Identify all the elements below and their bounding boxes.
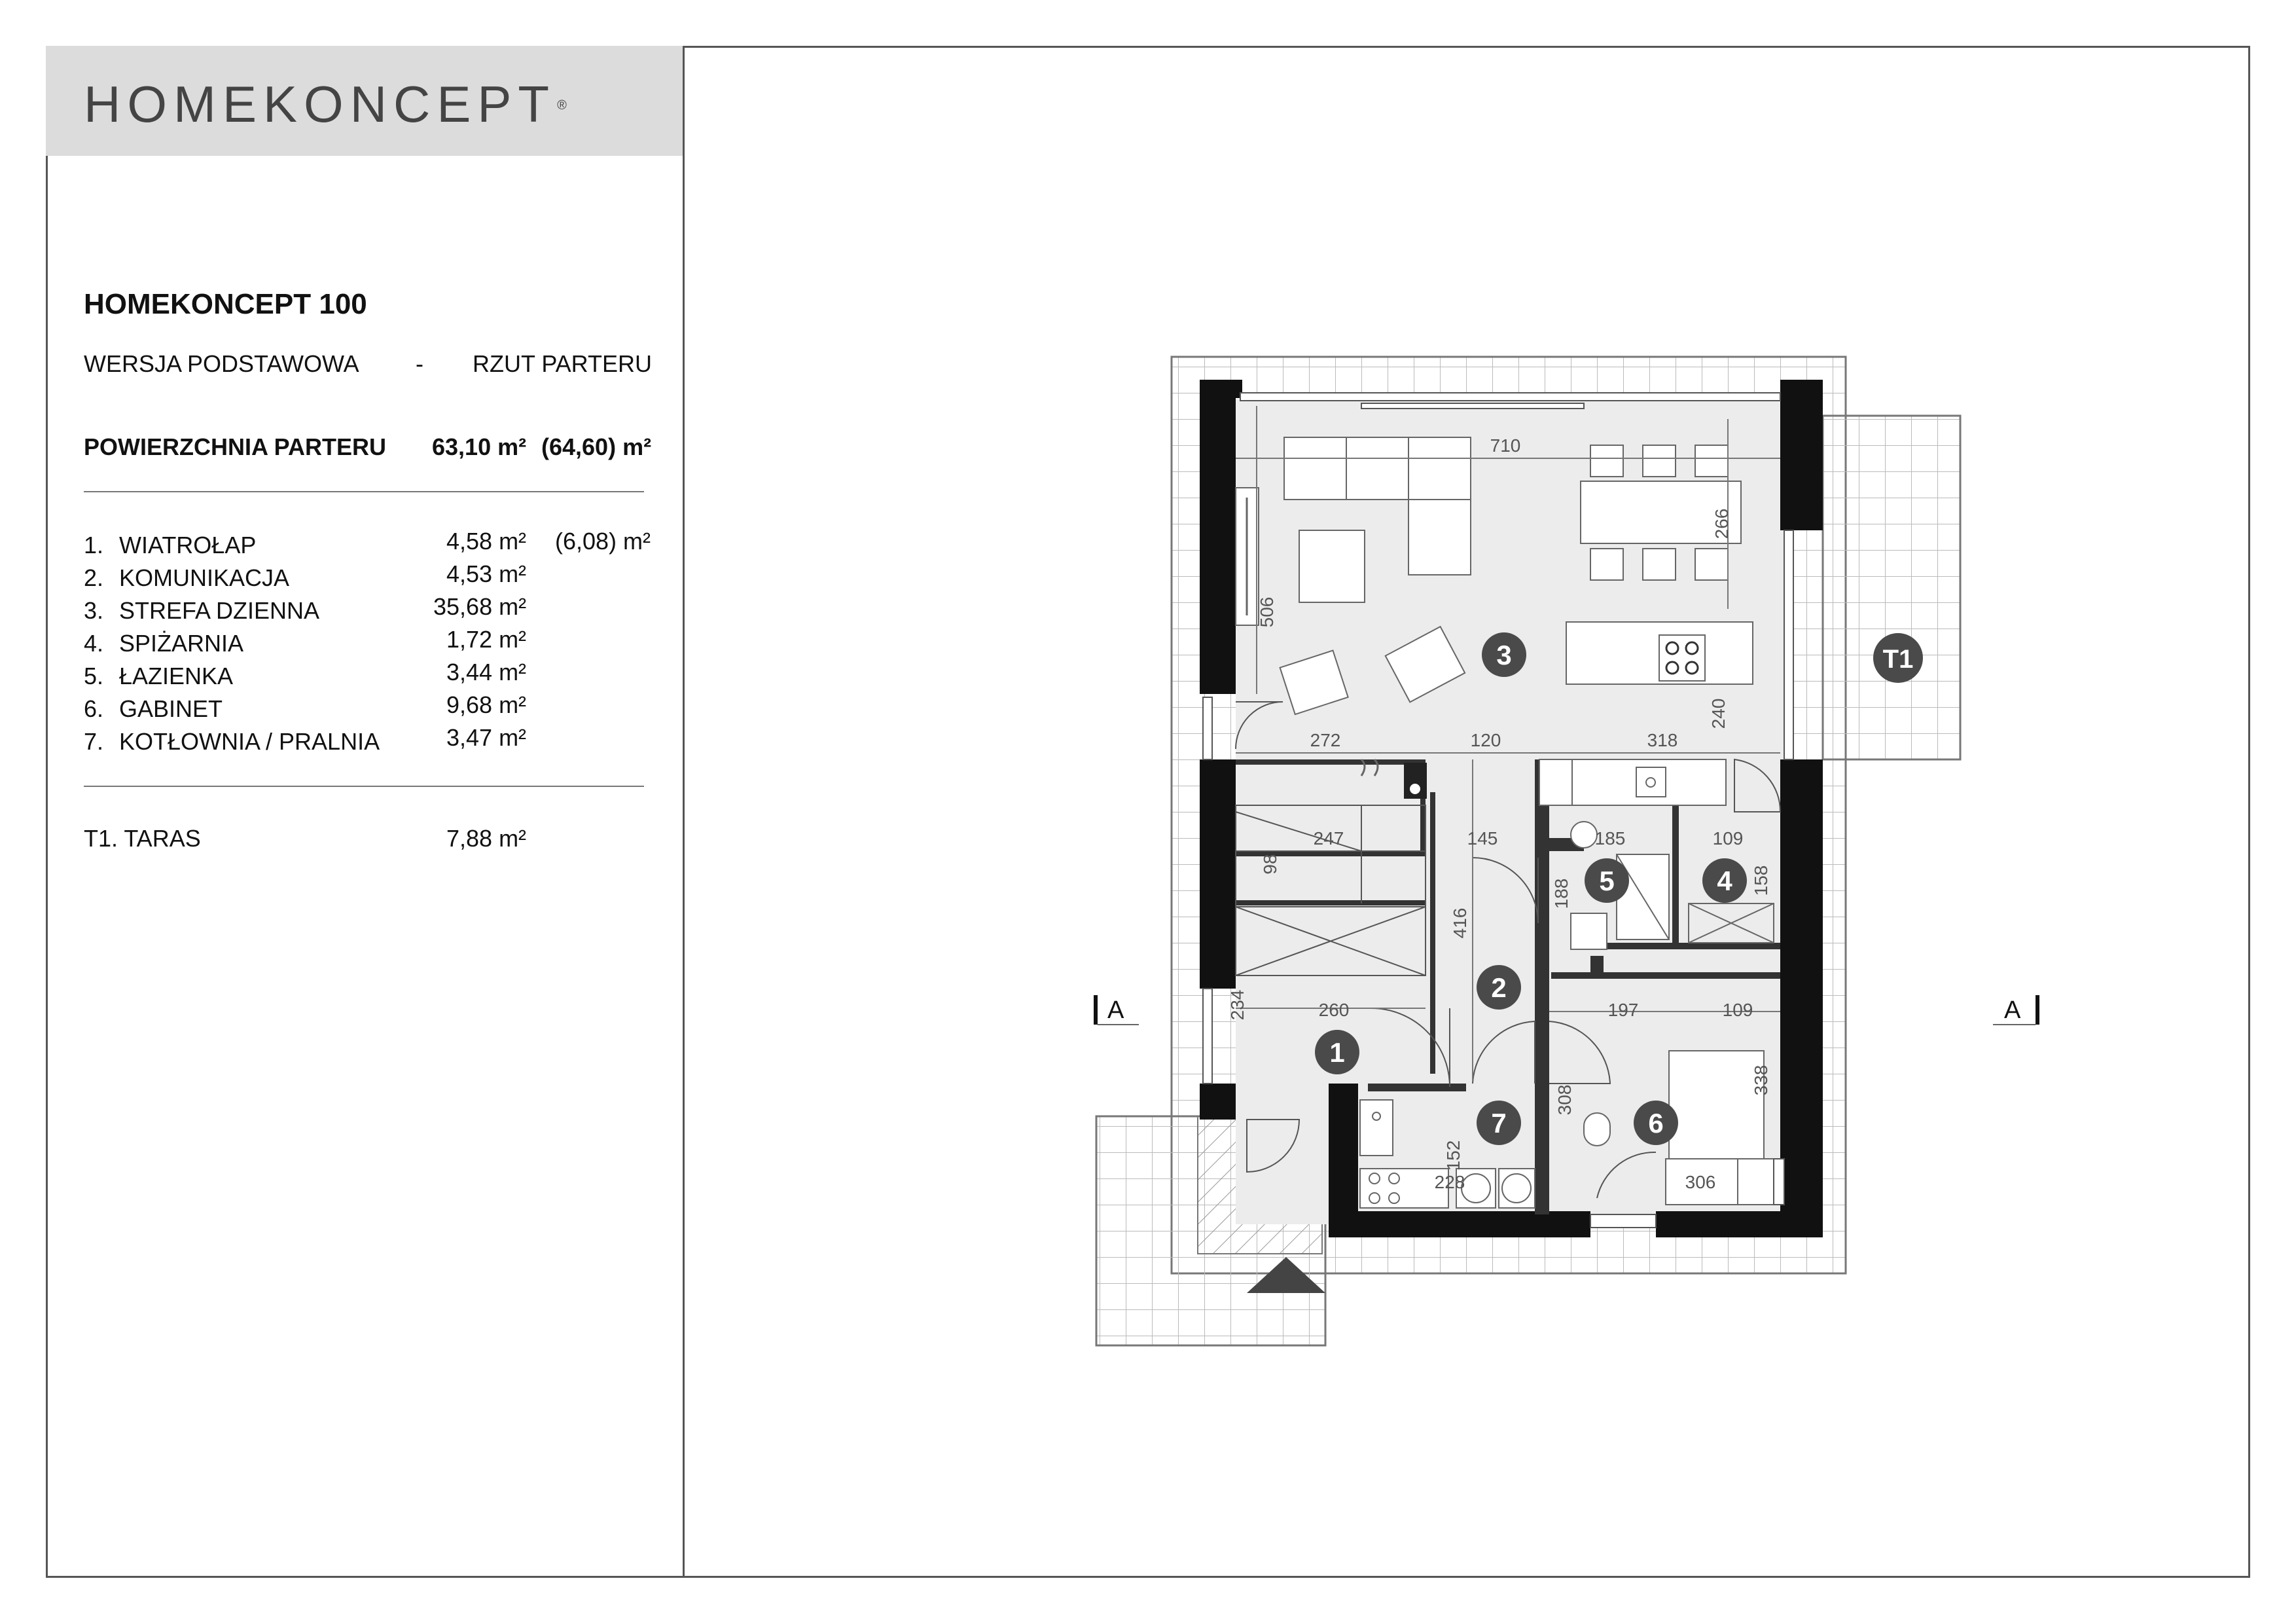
room-number: 3. bbox=[84, 597, 104, 624]
room-area: 35,68 m² bbox=[433, 593, 527, 620]
room-number: 4. bbox=[84, 630, 104, 657]
dimension-label: 506 bbox=[1257, 596, 1277, 628]
room-number: 5. bbox=[84, 663, 104, 689]
room-number: 2. bbox=[84, 564, 104, 591]
info-sidebar bbox=[46, 46, 685, 1578]
dimension-label: 260 bbox=[1318, 1000, 1350, 1020]
room-marker-7 bbox=[1477, 1101, 1521, 1145]
room-area-alt: (6,08) m² bbox=[555, 528, 651, 555]
room-area: 1,72 m² bbox=[446, 626, 527, 653]
dimension-label: 145 bbox=[1467, 828, 1498, 848]
room-name: KOMUNIKACJA bbox=[119, 564, 290, 591]
svg-text:4: 4 bbox=[1717, 866, 1732, 896]
coffee-table bbox=[1299, 530, 1365, 602]
project-title: HOMEKONCEPT 100 bbox=[84, 288, 367, 320]
brand-logo: HOMEKONCEPT ® bbox=[84, 75, 567, 133]
dimension-label: 247 bbox=[1313, 828, 1344, 848]
terrace-marker-t1 bbox=[1873, 633, 1923, 683]
terrace-label: T1. TARAS bbox=[84, 825, 201, 852]
view-label: RZUT PARTERU bbox=[473, 350, 653, 377]
room-area: 9,68 m² bbox=[446, 691, 527, 718]
dimension-label: 228 bbox=[1434, 1172, 1465, 1192]
svg-text:T1: T1 bbox=[1882, 645, 1914, 674]
registered-mark: ® bbox=[557, 98, 567, 113]
dimension-label: 185 bbox=[1594, 828, 1626, 848]
dimension-label: 318 bbox=[1647, 730, 1678, 750]
dimension-label: 416 bbox=[1450, 907, 1470, 939]
room-name: STREFA DZIENNA bbox=[119, 597, 320, 624]
room-name: ŁAZIENKA bbox=[119, 663, 234, 689]
section-marker-left bbox=[1094, 995, 1139, 1025]
svg-text:2: 2 bbox=[1491, 972, 1507, 1003]
dimension-label: 109 bbox=[1712, 828, 1744, 848]
room-marker-5 bbox=[1585, 858, 1629, 903]
dimension-label: 308 bbox=[1554, 1084, 1575, 1116]
dimension-label: 710 bbox=[1490, 435, 1521, 456]
svg-text:6: 6 bbox=[1648, 1108, 1664, 1139]
room-marker-2 bbox=[1477, 965, 1521, 1010]
dimension-label: 338 bbox=[1751, 1065, 1771, 1096]
separator: - bbox=[416, 350, 423, 377]
room-area: 3,44 m² bbox=[446, 659, 527, 685]
divider bbox=[84, 491, 644, 492]
dimension-label: 272 bbox=[1310, 730, 1341, 750]
room-name: GABINET bbox=[119, 695, 223, 722]
room-marker-4 bbox=[1702, 858, 1747, 903]
tv-unit bbox=[1236, 488, 1259, 625]
dimension-label: 120 bbox=[1470, 730, 1501, 750]
room-name: WIATROŁAP bbox=[119, 532, 257, 558]
area-value: 63,10 m² bbox=[432, 433, 527, 460]
version-label: WERSJA PODSTAWOWA bbox=[84, 350, 359, 377]
section-marker-right bbox=[1993, 995, 2039, 1025]
dimension-label: 152 bbox=[1443, 1140, 1463, 1171]
svg-text:7: 7 bbox=[1491, 1108, 1507, 1139]
kitchen-counter bbox=[1539, 759, 1726, 805]
room-area: 4,53 m² bbox=[446, 560, 527, 587]
svg-text:5: 5 bbox=[1599, 866, 1615, 896]
svg-text:A: A bbox=[2004, 996, 2021, 1024]
room-name: SPIŻARNIA bbox=[119, 630, 244, 657]
room-number: 1. bbox=[84, 532, 104, 558]
room-area: 4,58 m² bbox=[446, 528, 527, 555]
dimension-label: 109 bbox=[1722, 1000, 1753, 1020]
dimension-label: 266 bbox=[1712, 508, 1732, 539]
room-marker-1 bbox=[1315, 1030, 1359, 1074]
terrace-t1 bbox=[1823, 416, 1960, 759]
dimension-label: 98 bbox=[1260, 854, 1280, 875]
dimension-label: 158 bbox=[1751, 865, 1771, 896]
room-number: 7. bbox=[84, 728, 104, 755]
room-marker-6 bbox=[1634, 1101, 1678, 1145]
kitchen-island bbox=[1566, 622, 1753, 684]
dimension-label: 240 bbox=[1708, 698, 1729, 729]
room-number: 6. bbox=[84, 695, 104, 722]
divider bbox=[84, 786, 644, 787]
area-label: POWIERZCHNIA PARTERU bbox=[84, 433, 386, 460]
dimension-label: 234 bbox=[1227, 989, 1247, 1021]
svg-text:3: 3 bbox=[1496, 640, 1512, 670]
svg-text:1: 1 bbox=[1329, 1037, 1345, 1068]
area-alt-value: (64,60) m² bbox=[541, 433, 652, 460]
room-area: 3,47 m² bbox=[446, 724, 527, 751]
dimension-label: 306 bbox=[1685, 1172, 1716, 1192]
room-marker-3 bbox=[1482, 632, 1526, 677]
dimension-label: 188 bbox=[1551, 878, 1571, 909]
floor-plan bbox=[1014, 340, 2127, 1362]
dimension-label: 197 bbox=[1607, 1000, 1639, 1020]
room-name: KOTŁOWNIA / PRALNIA bbox=[119, 728, 380, 755]
logo-band bbox=[46, 46, 683, 156]
terrace-area: 7,88 m² bbox=[446, 825, 527, 852]
svg-text:A: A bbox=[1107, 996, 1124, 1024]
